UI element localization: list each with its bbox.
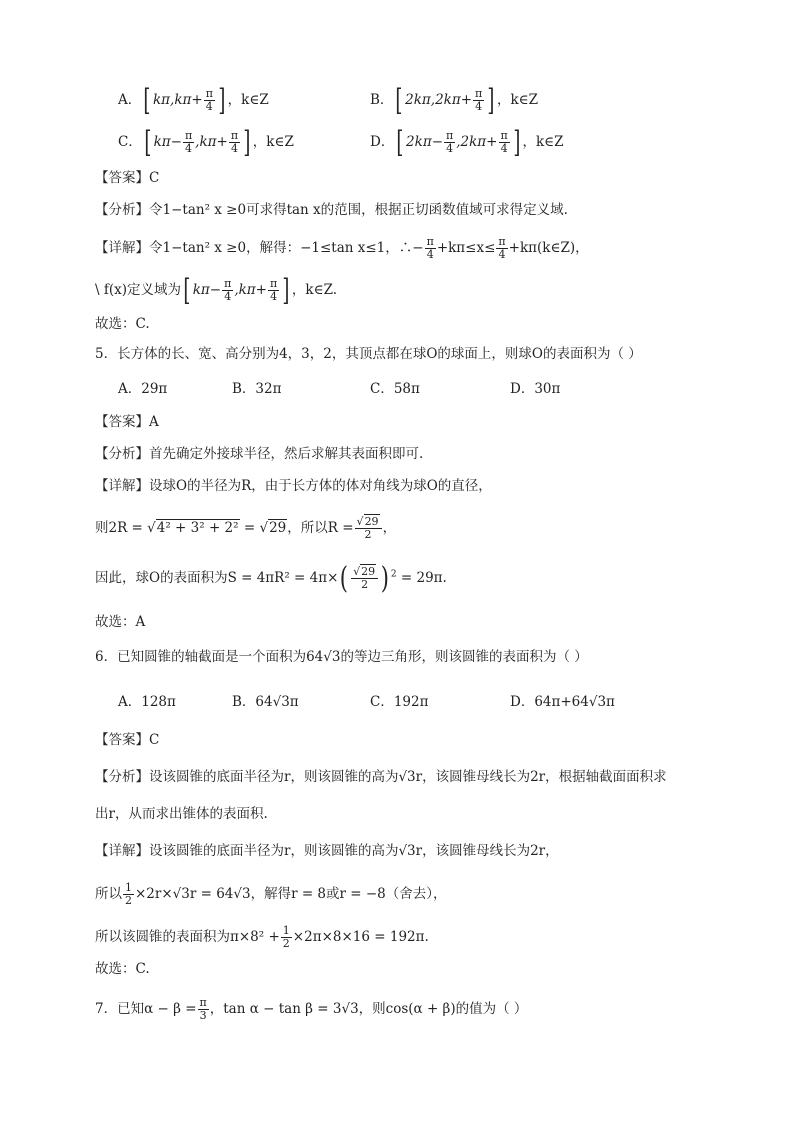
q4-option-d: D．[ 2kπ− $\frac{\pi}{4}$ ,2kπ+ $\frac{\pi}{4}$ ] ，k∈Z (370, 124, 564, 160)
q6-analysis-line-2: 出r，从而求出锥体的表面积. (95, 806, 268, 822)
q4-analysis: 【分析】令1−tan² x ≥0可求得tan x的范围，根据正切函数值域可求得定义域. (95, 202, 568, 218)
q5-option-b: B．32π (232, 381, 282, 397)
q6-option-c: C．192π (370, 694, 429, 710)
q4-answer: 【答案】C (95, 170, 160, 186)
q7-question: 7．已知α − β = $\frac{\pi}{3}$ ，tan α − tan β = 3√3，则cos(α + β)的值为（ ） (95, 996, 528, 1023)
q5-option-d: D．30π (510, 381, 561, 397)
q6-detail-line-2: 所以 $\frac{1}{2}$ ×2r×√3r = 64√3，解得r = 8或r = −8（舍去）， (95, 881, 447, 908)
q6-option-d: D．64π+64√3π (510, 694, 615, 710)
q5-option-a: A．29π (118, 381, 168, 397)
q6-option-b: B．64√3π (232, 694, 299, 710)
q5-answer: 【答案】A (95, 414, 159, 430)
q4-option-a: A．[ kπ,kπ+ $\frac{\pi}{4}$ ] ，k∈Z (118, 82, 269, 118)
q5-detail-line-2: 则2R = √4² + 3² + 2² = √29，所以R = $\frac{√29}{2}$ ， (95, 515, 397, 542)
q5-question: 5．长方体的长、宽、高分别为4，3，2，其顶点都在球O的球面上，则球O的表面积为（ ） (95, 346, 642, 362)
q5-option-c: C．58π (370, 381, 420, 397)
q6-analysis-line-1: 【分析】设该圆锥的底面半径为r，则该圆锥的高为√3r，该圆锥母线长为2r，根据轴截面面积求 (95, 769, 667, 785)
q6-question: 6．已知圆锥的轴截面是一个面积为64√3的等边三角形，则该圆锥的表面积为（ ） (95, 649, 588, 665)
q5-detail-line-3: 因此，球O的表面积为S = 4πR² = 4π×( $\frac{√29}{2}$ ) $^2$ = 29π. (95, 560, 447, 596)
q6-conclusion: 故选：C. (95, 961, 150, 977)
q4-option-b: B．[ 2kπ,2kπ+ $\frac{\pi}{4}$ ] ，k∈Z (370, 82, 539, 118)
q6-option-a: A．128π (118, 694, 176, 710)
q4-conclusion: 故选：C. (95, 316, 150, 332)
q5-analysis: 【分析】首先确定外接球半径，然后求解其表面积即可. (95, 446, 424, 462)
q6-detail-line-3: 所以该圆锥的表面积为π×8² + $\frac{1}{2}$ ×2π×8×16 = 192π. (95, 924, 429, 951)
q4-detail-line-2: \ f(x)定义域为[ kπ− $\frac{\pi}{4}$ ,kπ+ $\frac{\pi}{4}$ ] ，k∈Z. (95, 272, 338, 308)
q5-detail-line-1: 【详解】设球O的半径为R，由于长方体的体对角线为球O的直径， (95, 478, 492, 494)
q4-detail-line-1: 【详解】令1−tan² x ≥0，解得：−1≤tan x≤1，∴− $\frac{\pi}{4}$ +kπ≤x≤ $\frac{\pi}{4}$ +kπ(k∈Z)， (95, 235, 589, 262)
q4-option-c: C．[ kπ− $\frac{\pi}{4}$ ,kπ+ $\frac{\pi}{4}$ ] ，k∈Z (118, 124, 294, 160)
q5-conclusion: 故选：A (95, 614, 146, 630)
q6-detail-line-1: 【详解】设该圆锥的底面半径为r，则该圆锥的高为√3r，该圆锥母线长为2r， (95, 843, 559, 859)
q6-answer: 【答案】C (95, 732, 160, 748)
